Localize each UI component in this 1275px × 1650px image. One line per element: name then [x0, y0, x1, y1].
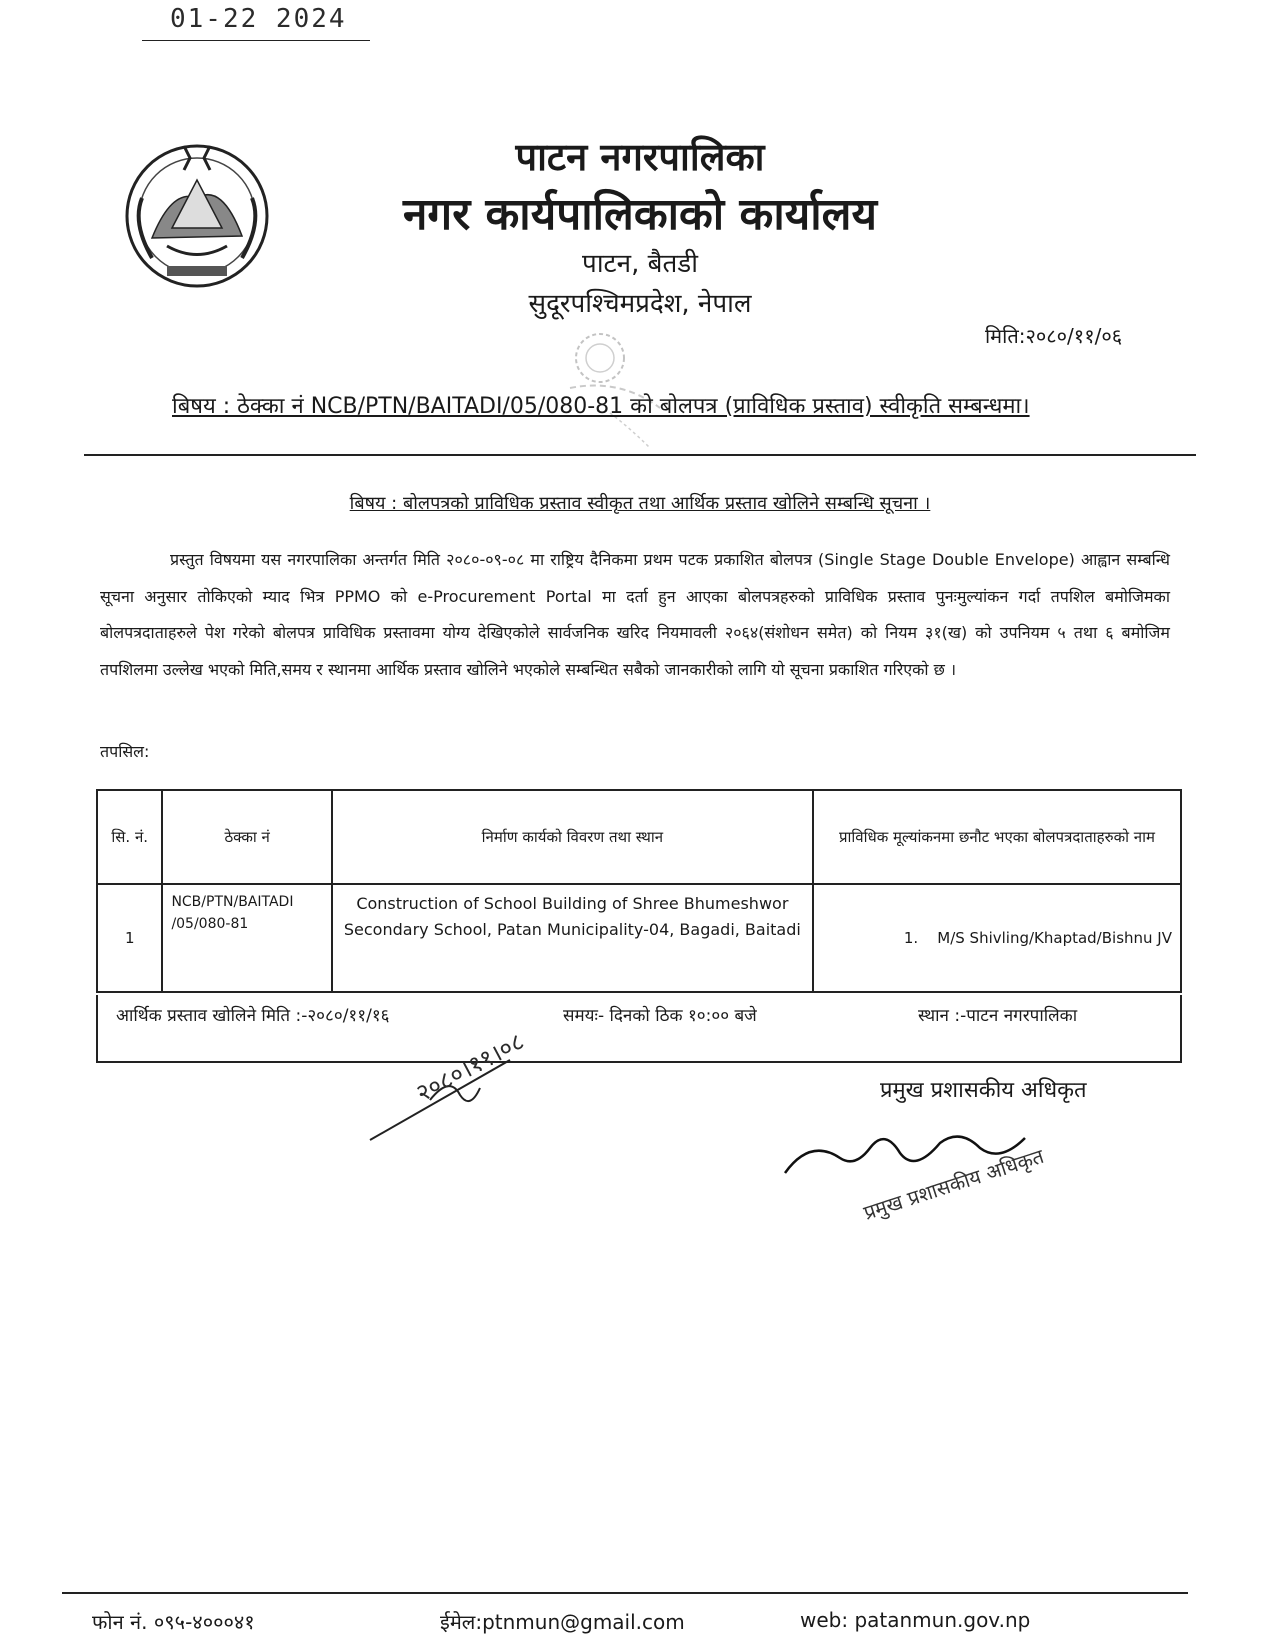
- subject-notice: बिषय : बोलपत्रको प्राविधिक प्रस्ताव स्वीकृत तथा आर्थिक प्रस्ताव खोलिने सम्बन्धि सूचना ।: [349, 493, 931, 514]
- header-sn: सि. नं.: [97, 790, 162, 884]
- handwritten-date-note: २०८०।११।०८: [411, 1027, 529, 1108]
- header-bidders: प्राविधिक मूल्यांकनमा छनौट भएका बोलपत्रदाताहरुको नाम: [813, 790, 1181, 884]
- opening-date: आर्थिक प्रस्ताव खोलिने मिति :-२०८०/११/१६: [116, 1006, 390, 1026]
- handwritten-top-date: 01-22 2024: [170, 4, 347, 34]
- header-divider: [84, 454, 1196, 456]
- contact-web: web: patanmun.gov.np: [800, 1608, 1031, 1632]
- table-header-row: [97, 790, 1181, 884]
- row-sn: 1: [97, 884, 162, 992]
- opening-place: स्थान :-पाटन नगरपालिका: [918, 1006, 1078, 1026]
- row-bidder: 1. M/S Shivling/Khaptad/Bishnu JV: [813, 884, 1181, 992]
- subject-main: बिषय : ठेक्का नं NCB/PTN/BAITADI/05/080-81 को बोलपत्र (प्राविधिक प्रस्ताव) स्वीकृति सम्बन्धमा।: [172, 394, 1030, 419]
- top-underline: [142, 40, 370, 41]
- header-office: नगर कार्यपालिकाको कार्यालय: [403, 189, 877, 240]
- document-date: मिति:२०८०/११/०६: [985, 324, 1123, 348]
- table-row: [97, 884, 1181, 992]
- contact-phone: फोन नं. ०९५-४०००४१: [92, 1610, 255, 1634]
- header-municipality: पाटन नगरपालिका: [515, 135, 765, 179]
- signature-title: प्रमुख प्रशासकीय अधिकृत: [880, 1078, 1087, 1103]
- contact-email: ईमेल:ptnmun@gmail.com: [440, 1610, 685, 1634]
- header-description: निर्माण कार्यको विवरण तथा स्थान: [332, 790, 813, 884]
- header-province: सुदूरपश्चिमप्रदेश, नेपाल: [528, 289, 752, 319]
- table-footer: [96, 995, 1182, 1063]
- opening-time: समयः- दिनको ठिक १०:०० बजे: [563, 1006, 757, 1026]
- tapsil-label: तपसिल:: [100, 742, 150, 761]
- row-description: Construction of School Building of Shree Bhumeshwor Secondary School, Patan Municipality-04, Bagadi, Baitadi: [332, 884, 813, 992]
- bidder-table: [96, 789, 1182, 993]
- footer-divider: [62, 1592, 1188, 1594]
- body-paragraph: प्रस्तुत विषयमा यस नगरपालिका अन्तर्गत मिति २०८०-०९-०८ मा राष्ट्रिय दैनिकमा प्रथम पटक प्रकाशित बोलपत्र (Single Stage Double Envelope) आह्वान सम्बन्धि सूचना अनुसार तोकिएको म्याद भित्र PPMO को e-Procurement Portal मा दर्ता हुन आएका बोलपत्रहरुको प्राविधिक प्रस्ताव पुनःमुल्यांकन गर्दा तपशिल बमोजिमका बोलपत्रदाताहरुले पेश गरेको बोलपत्र प्राविधिक प्रस्तावमा योग्य देखिएकोले सार्वजनिक खरिद नियमावली २०६४(संशोधन समेत) को नियम ३१(ख) को उपनियम ५ तथा ६ बमोजिम तपशिलमा उल्लेख भएको मिति,समय र स्थानमा आर्थिक प्रस्ताव खोलिने भएकोले सम्बन्धित सबैको जानकारीको लागि यो सूचना प्रकाशित गरिएको छ ।: [100, 550, 1170, 679]
- row-contract-no: NCB/PTN/BAITADI /05/080-81: [162, 884, 331, 992]
- signature-stamp-text: प्रमुख प्रशासकीय अधिकृत: [860, 1143, 1047, 1225]
- header-location: पाटन, बैतडी: [582, 249, 698, 279]
- nepal-emblem-logo: [112, 128, 282, 298]
- header-contract-no: ठेक्का नं: [162, 790, 331, 884]
